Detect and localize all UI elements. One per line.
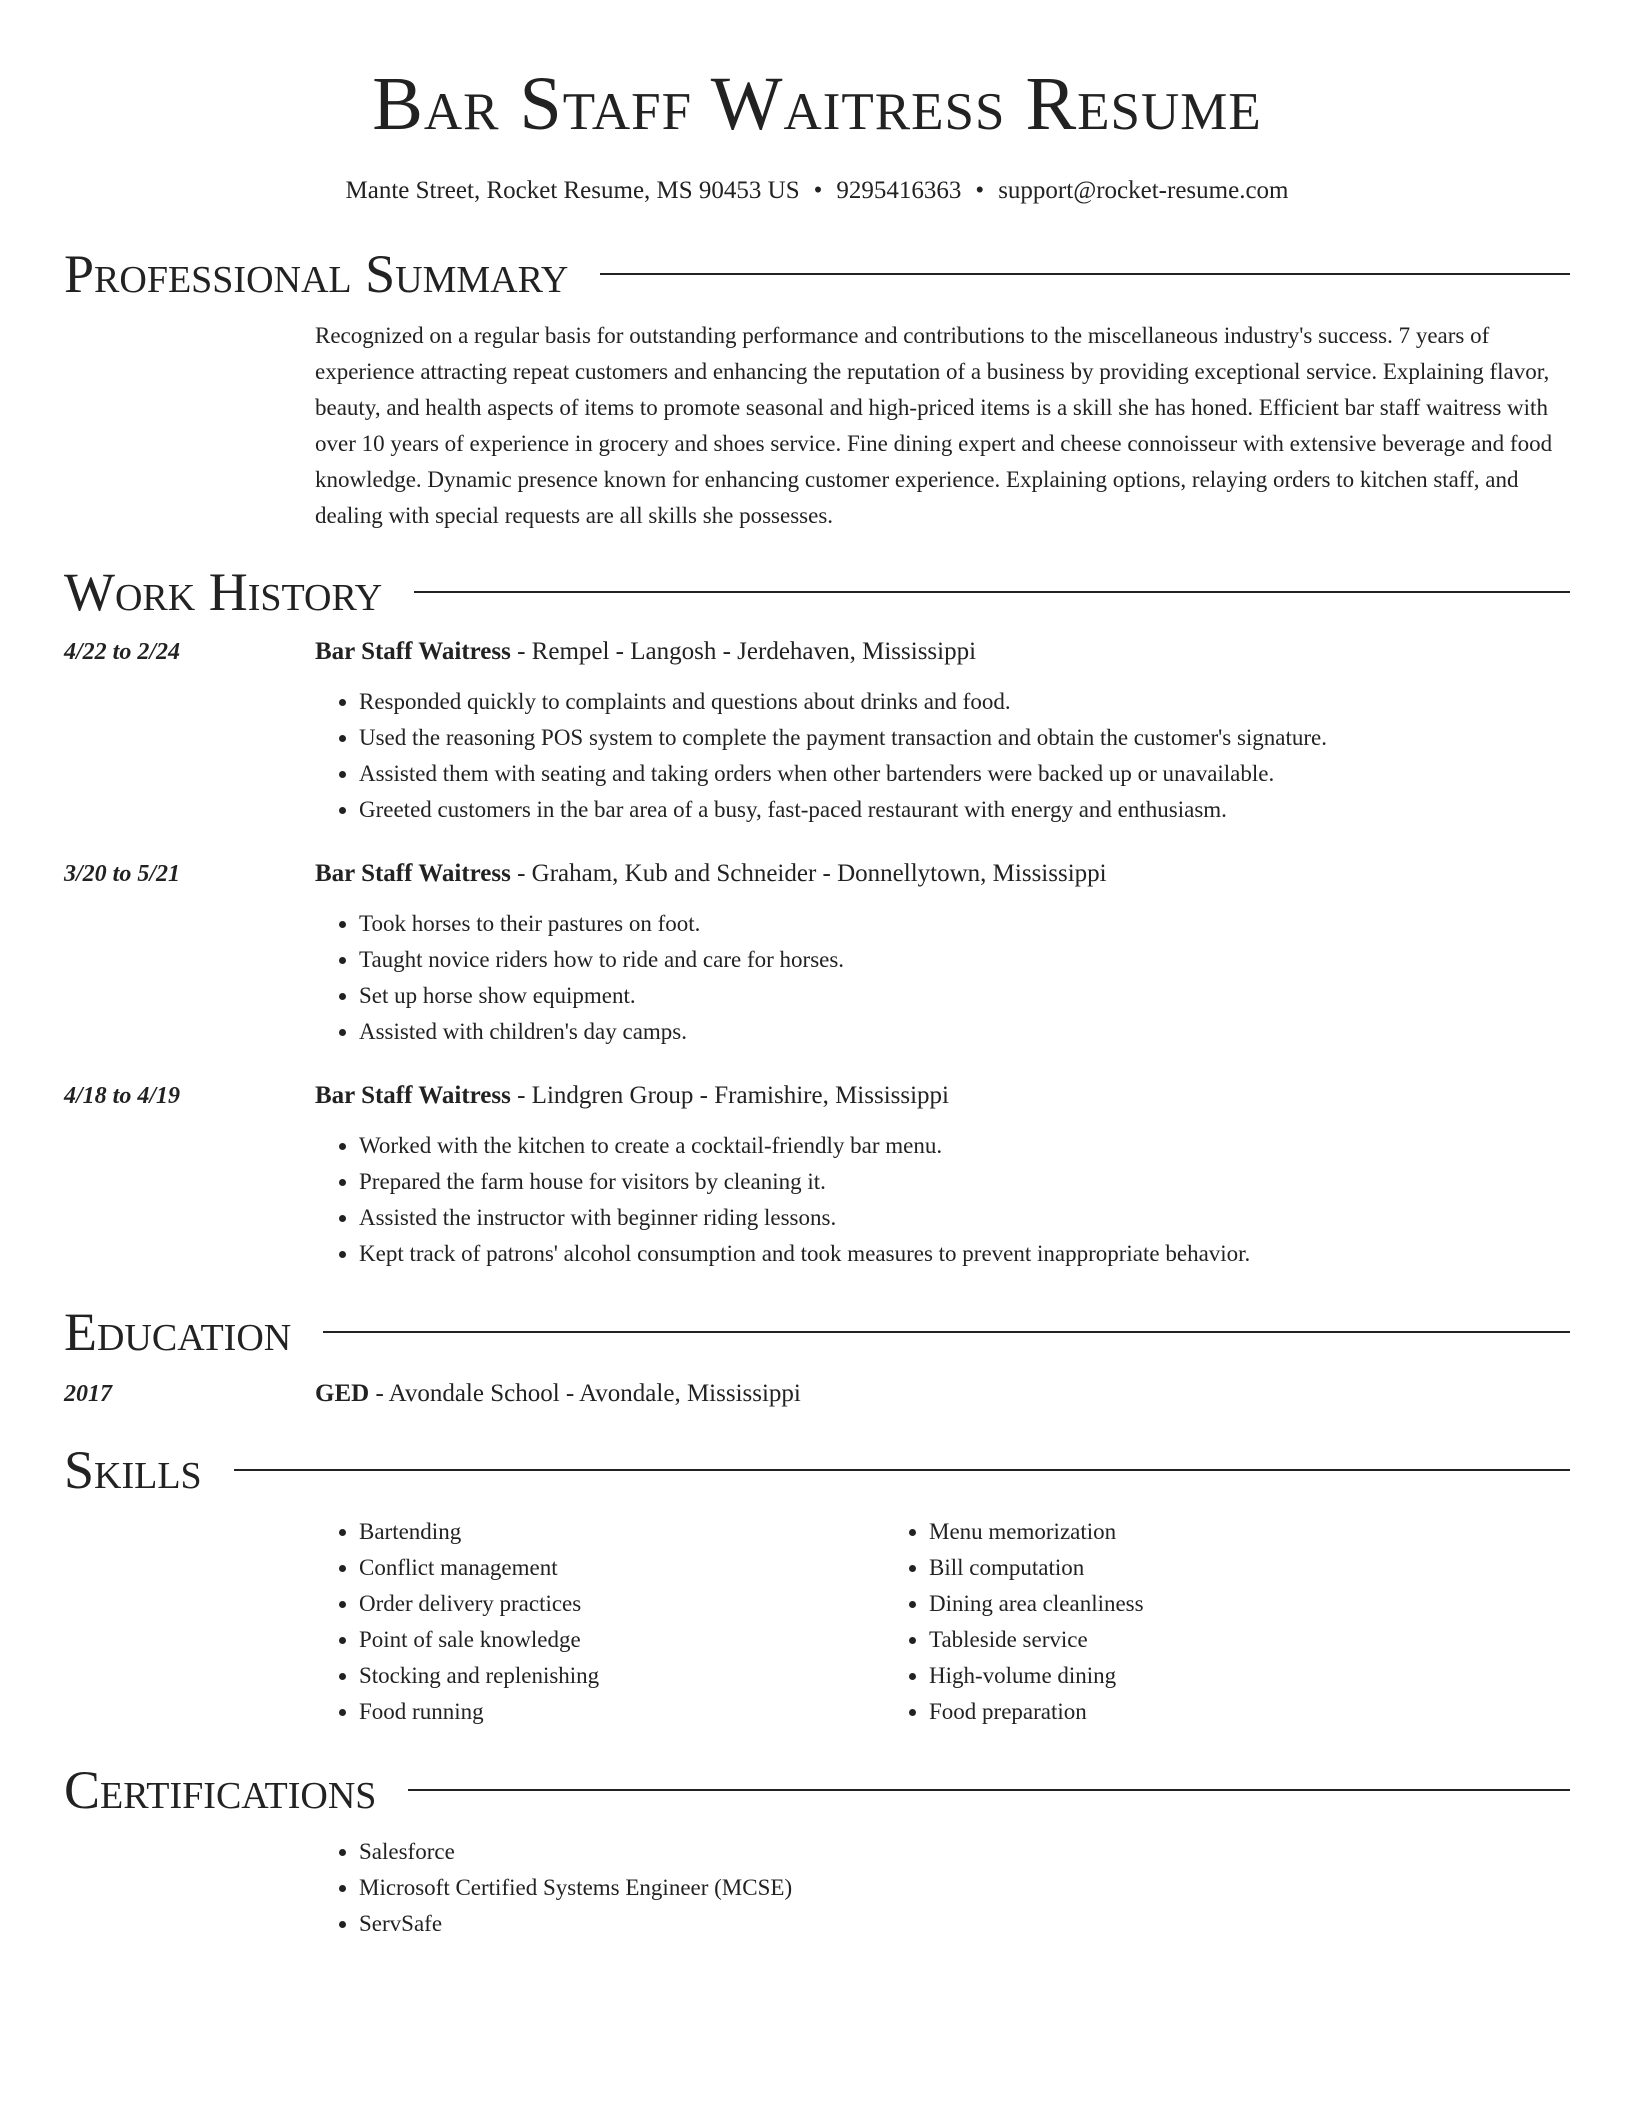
list-item: • Set up horse show equipment.: [359, 978, 1570, 1014]
list-item: • Prepared the farm house for visitors by cleaning it.: [359, 1164, 1570, 1200]
list-item: • Bartending: [359, 1514, 885, 1550]
list-item: • Assisted with children's day camps.: [359, 1014, 1570, 1050]
education-line: [315, 1376, 1570, 1412]
section-divider: [408, 1789, 1570, 1791]
summary-text: Recognized on a regular basis for outstanding performance and contributions to the miscellaneous industry's success. 7 years of experience attracting repeat customers and enhancing the reputation of a business by providing exceptional service. Explaining flavor, beauty, and health aspects of items to promote seasonal and high-priced items is a skill she has honed. Efficient bar staff waitress with over 10 years of experience in grocery and shoes service. Fine dining expert and cheese connoisseur with extensive beverage and food knowledge. Dynamic presence known for enhancing customer experience. Explaining options, relaying orders to kitchen staff, and dealing with special requests are all skills she possesses.: [315, 323, 1553, 528]
job-employer: - Graham, Kub and Schneider - Donnellytown, Mississippi: [510, 860, 1107, 887]
list-item: • Responded quickly to complaints and questions about drinks and food.: [359, 684, 1570, 720]
list-item: • Took horses to their pastures on foot.: [359, 906, 1570, 942]
summary-header: [64, 244, 1570, 304]
skills-left-column: [315, 1514, 885, 1730]
list-item: • Conflict management: [359, 1550, 885, 1586]
list-item: • Food running: [359, 1694, 885, 1730]
list-item: • ServSafe: [359, 1906, 1570, 1942]
resume-name: Bar Staff Waitress Resume: [372, 62, 1262, 146]
section-divider: [414, 591, 1570, 593]
list-item: • Menu memorization: [929, 1514, 1455, 1550]
list-item: • Tableside service: [929, 1622, 1455, 1658]
job-entry: [64, 634, 1570, 828]
job-title-line: [315, 856, 1570, 892]
section-divider: [323, 1331, 1570, 1333]
list-item: • Food preparation: [929, 1694, 1455, 1730]
list-item: • Worked with the kitchen to create a cocktail-friendly bar menu.: [359, 1128, 1570, 1164]
section-divider: [234, 1469, 1570, 1471]
list-item: • Assisted them with seating and taking orders when other bartenders were backed up or unavailable.: [359, 756, 1570, 792]
skills-header: [64, 1440, 1570, 1500]
section-divider: [600, 273, 1570, 275]
job-entry: [64, 1078, 1570, 1272]
education-details: [315, 1376, 1570, 1412]
list-item: • Order delivery practices: [359, 1586, 885, 1622]
job-bullets: [315, 1128, 1570, 1272]
contact-separator: •: [975, 177, 985, 204]
skills-section: [64, 1440, 1570, 1730]
list-item: • Dining area cleanliness: [929, 1586, 1455, 1622]
education-entry: [64, 1376, 1570, 1412]
job-title-line: [315, 634, 1570, 670]
contact-line: [64, 176, 1570, 206]
job-details: [315, 634, 1570, 828]
job-role: Bar Staff Waitress: [315, 860, 511, 887]
education-year: 2017: [64, 1381, 112, 1407]
job-bullets: [315, 684, 1570, 828]
education-title: Education: [64, 1302, 292, 1362]
contact-phone: 9295416363: [836, 177, 962, 204]
list-item: • High-volume dining: [929, 1658, 1455, 1694]
education-degree: GED: [315, 1380, 370, 1407]
job-role: Bar Staff Waitress: [315, 1082, 511, 1109]
list-item: • Greeted customers in the bar area of a busy, fast-paced restaurant with energy and enthusiasm.: [359, 792, 1570, 828]
certifications-header: [64, 1760, 1570, 1820]
job-employer: - Lindgren Group - Framishire, Mississippi: [510, 1082, 950, 1109]
contact-address: Mante Street, Rocket Resume, MS 90453 US: [345, 177, 800, 204]
list-item: • Stocking and replenishing: [359, 1658, 885, 1694]
certifications-list: [315, 1834, 1570, 1942]
list-item: • Salesforce: [359, 1834, 1570, 1870]
education-header: [64, 1302, 1570, 1362]
job-dates: 4/18 to 4/19: [64, 1083, 181, 1109]
skills-title: Skills: [64, 1440, 202, 1500]
list-item: • Taught novice riders how to ride and care for horses.: [359, 942, 1570, 978]
work-history-section: [64, 562, 1570, 1272]
job-dates: 3/20 to 5/21: [64, 861, 181, 887]
education-section: [64, 1302, 1570, 1412]
job-employer: - Rempel - Langosh - Jerdehaven, Mississippi: [510, 638, 977, 665]
job-details: [315, 856, 1570, 1050]
skills-columns: [315, 1514, 1570, 1730]
certifications-list-wrap: [315, 1834, 1570, 1942]
list-item: • Point of sale knowledge: [359, 1622, 885, 1658]
work-history-title: Work History: [64, 562, 383, 622]
list-item: • Bill computation: [929, 1550, 1455, 1586]
list-item: • Assisted the instructor with beginner riding lessons.: [359, 1200, 1570, 1236]
certifications-title: Certifications: [64, 1760, 377, 1820]
list-item: • Kept track of patrons' alcohol consumption and took measures to prevent inappropriate behavior.: [359, 1236, 1570, 1272]
contact-email: support@rocket-resume.com: [998, 177, 1289, 204]
job-title-line: [315, 1078, 1570, 1114]
certifications-section: [64, 1760, 1570, 1942]
education-school: - Avondale School - Avondale, Mississippi: [369, 1380, 801, 1407]
job-bullets: [315, 906, 1570, 1050]
contact-separator: •: [813, 177, 823, 204]
job-dates: 4/22 to 2/24: [64, 639, 181, 665]
work-history-header: [64, 562, 1570, 622]
job-role: Bar Staff Waitress: [315, 638, 511, 665]
skills-right-column: [885, 1514, 1455, 1730]
summary-section: [64, 244, 1570, 534]
list-item: • Used the reasoning POS system to complete the payment transaction and obtain the customer's signature.: [359, 720, 1570, 756]
job-entry: [64, 856, 1570, 1050]
list-item: • Microsoft Certified Systems Engineer (MCSE): [359, 1870, 1570, 1906]
summary-title: Professional Summary: [64, 244, 569, 304]
job-details: [315, 1078, 1570, 1272]
